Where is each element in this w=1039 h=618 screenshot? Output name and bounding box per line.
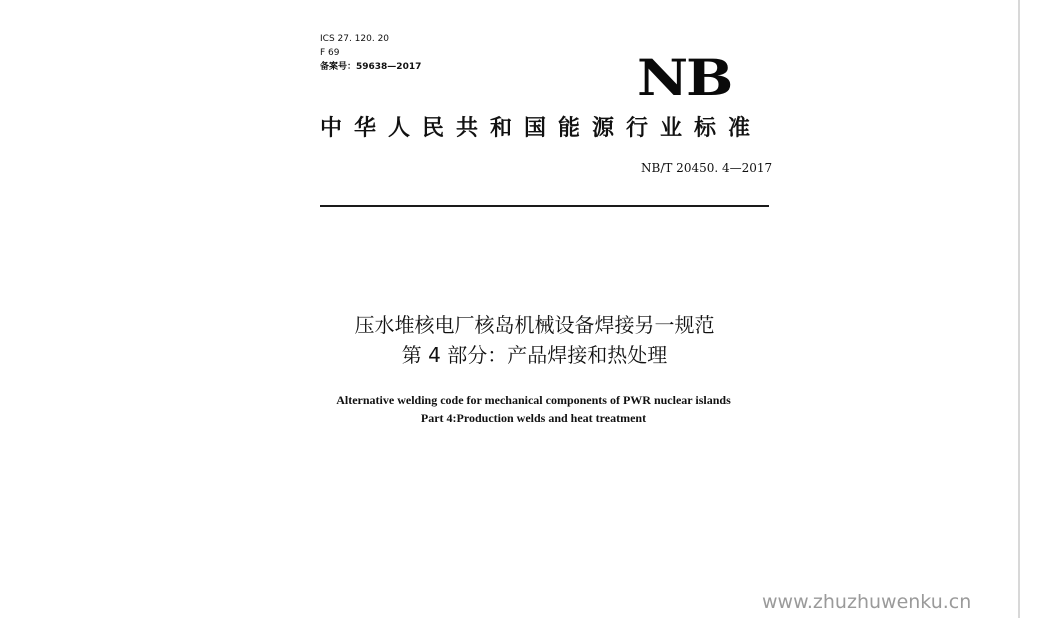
standard-code: NB/T 20450. 4—2017 [641, 161, 773, 175]
header-divider [320, 205, 769, 207]
website-watermark: www.zhuzhuwenku.cn [762, 591, 972, 613]
ccs-code: F 69 [320, 48, 340, 58]
english-title-line-2: Part 4:Production welds and heat treatment [420, 411, 647, 425]
nb-logo: NB [637, 48, 732, 107]
english-title-line-1: Alternative welding code for mechanical components of PWR nuclear islands [336, 393, 731, 407]
record-number: 备案号：59638—2017 [320, 62, 422, 72]
chinese-title-line-2: 第 4 部分：产品焊接和热处理 [401, 343, 668, 367]
ics-code: ICS 27. 120. 20 [320, 34, 390, 44]
page-edge-divider [1018, 0, 1020, 618]
chinese-title-line-1: 压水堆核电厂核岛机械设备焊接另一规范 [354, 313, 715, 337]
industry-standard-heading: 中华人民共和国能源行业标准 [320, 116, 763, 141]
